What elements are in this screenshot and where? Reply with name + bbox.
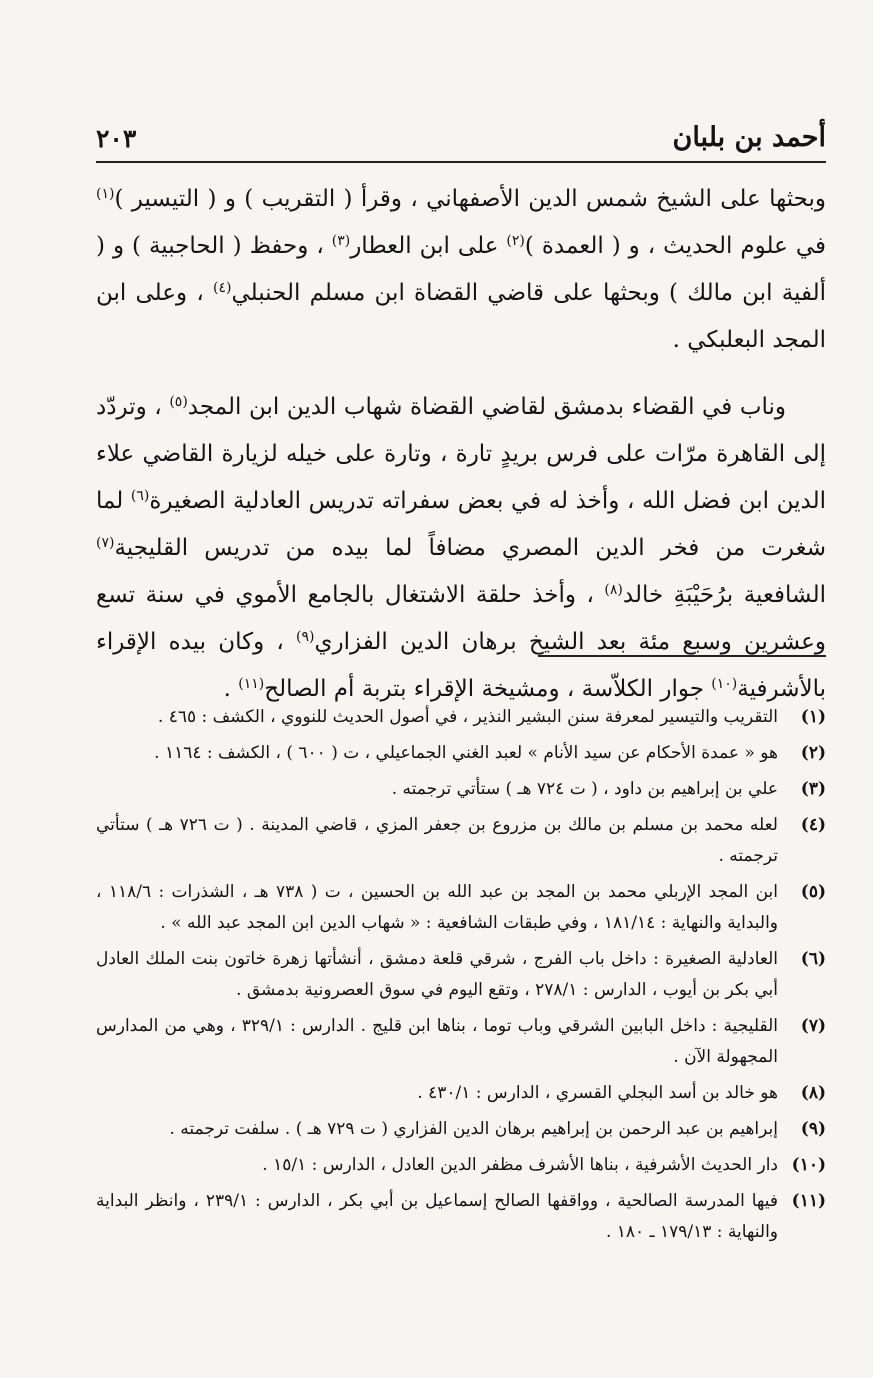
text-segment: الشافعية برُحَيْبَةِ خالد	[622, 582, 826, 608]
footnote-item	[96, 702, 826, 733]
footnote-text: لعله محمد بن مسلم بن مالك بن مزروع بن جعفر المزي ، قاضي المدينة . ( ت ٧٢٦ هـ ) ستأتي ترجمته .	[96, 815, 778, 866]
footnote-text: علي بن إبراهيم بن داود ، ( ت ٧٢٤ هـ ) ستأتي ترجمته .	[391, 779, 778, 799]
footnote-number: (١)	[800, 707, 826, 727]
footnote-number: (٦)	[800, 949, 826, 969]
footnote-number: (٧)	[800, 1016, 826, 1036]
footnote-marker: (٧)	[96, 535, 115, 551]
footnote-item	[96, 944, 826, 1006]
text-segment: ، وتردّد إلى القاهرة مرّات على فرس بريدٍ تارة ، وتارة على خيله لزيارة القاضي علاء الدين ابن فضل الله ، وأخذ له في بعض سفراته تدريس العادلية الصغيرة	[96, 394, 827, 514]
footnote-marker: (٦)	[130, 488, 150, 504]
page-number: ٢٠٣	[96, 124, 137, 153]
footnote-number: (١١)	[791, 1191, 826, 1211]
footnote-marker: (٢)	[506, 233, 525, 249]
footnote-item	[96, 774, 826, 805]
footnote-item	[96, 877, 826, 939]
footnote-separator	[538, 655, 826, 657]
text-segment: على ابن العطار	[350, 233, 507, 259]
footnote-marker: (١٠)	[711, 676, 738, 692]
footnote-item	[96, 810, 826, 872]
footnote-text: دار الحديث الأشرفية ، بناها الأشرف مظفر الدين العادل ، الدارس : ١٥/١ .	[262, 1155, 778, 1175]
footnotes	[96, 702, 826, 1253]
footnote-text: العادلية الصغيرة : داخل باب الفرج ، شرقي قلعة دمشق ، أنشأتها زهرة خاتون بنت الملك العادل أبي بكر بن أيوب ، الدارس : ٢٧٨/١ ، وتقع اليوم في سوق العصرونية بدمشق .	[96, 949, 778, 1000]
running-title: أحمد بن بلبان	[672, 122, 826, 153]
footnote-number: (٤)	[800, 815, 826, 835]
footnote-text: ابن المجد الإربلي محمد بن المجد بن عبد الله بن الحسين ، ت ( ٧٣٨ هـ ، الشذرات : ١١٨/٦ ، والبداية والنهاية : ١٨١/١٤ ، وفي طبقات الشافعية : « شهاب الدين ابن المجد عبد الله » .	[96, 882, 779, 933]
main-text	[96, 176, 826, 733]
footnote-item	[96, 1078, 826, 1109]
text-segment: .	[223, 676, 239, 702]
footnote-text: إبراهيم بن عبد الرحمن بن إبراهيم برهان الدين الفزاري ( ت ٧٢٩ هـ ) . سلفت ترجمته .	[169, 1119, 778, 1139]
footnote-marker: (٣)	[331, 233, 351, 249]
footnote-marker: (٨)	[604, 582, 623, 598]
footnote-item	[96, 1150, 826, 1181]
footnote-text: التقريب والتيسير لمعرفة سنن البشير النذير ، في أصول الحديث للنووي ، الكشف : ٤٦٥ .	[157, 707, 778, 727]
footnote-number: (٥)	[800, 882, 826, 902]
footnote-number: (٨)	[800, 1083, 826, 1103]
text-segment: جوار الكلاّسة ، ومشيخة الإقراء بتربة أم الصالح	[264, 676, 712, 702]
footnote-marker: (١)	[96, 186, 115, 202]
text-segment: لما شغرت من فخر الدين المصري مضافاً لما بيده من تدريس القليجية	[96, 488, 826, 561]
text-segment: ، وكان بيده الإقراء بالأشرفية	[96, 629, 826, 702]
text-segment: وناب في القضاء بدمشق لقاضي القضاة شهاب الدين ابن المجد	[187, 394, 786, 420]
footnote-number: (٢)	[800, 743, 826, 763]
text-segment: وبحثها على الشيخ شمس الدين الأصفهاني ، وقرأ ( التقريب ) و ( التيسير )	[114, 186, 826, 212]
footnote-item	[96, 1186, 826, 1248]
footnote-text: القليجية : داخل البابين الشرقي وباب توما ، بناها ابن قليج . الدارس : ٣٢٩/١ ، وهي من المدارس المجهولة الآن .	[96, 1016, 778, 1067]
footnote-marker: (٩)	[296, 629, 315, 645]
footnote-number: (٣)	[800, 779, 826, 799]
footnote-text: هو خالد بن أسد البجلي القسري ، الدارس : ٤٣٠/١ .	[417, 1083, 778, 1103]
body-paragraph	[96, 176, 826, 364]
page-header	[96, 118, 826, 162]
footnote-number: (٩)	[800, 1119, 826, 1139]
footnote-marker: (٥)	[169, 394, 188, 410]
text-segment: ، وعلى ابن المجد البعلبكي .	[96, 280, 826, 353]
footnote-item	[96, 738, 826, 769]
header-rule	[96, 161, 826, 163]
footnote-text: هو « عمدة الأحكام عن سيد الأنام » لعبد الغني الجماعيلي ، ت ( ٦٠٠ ) ، الكشف : ١١٦٤ .	[154, 743, 778, 763]
footnote-marker: (٤)	[212, 280, 232, 296]
text-segment: ، وحفظ ( الحاجبية ) و ( ألفية ابن مالك ) وبحثها على قاضي القضاة ابن مسلم الحنبلي	[96, 233, 826, 306]
footnote-text: فيها المدرسة الصالحية ، وواقفها الصالح إسماعيل بن أبي بكر ، الدارس : ٢٣٩/١ ، وانظر البداية والنهاية : ١٧٩/١٣ ـ ١٨٠ .	[96, 1191, 778, 1242]
footnote-number: (١٠)	[791, 1155, 826, 1175]
body-paragraph	[96, 384, 826, 713]
footnote-item	[96, 1114, 826, 1145]
text-segment: ، وأخذ حلقة الاشتغال بالجامع الأموي في سنة تسع وعشرين وسبع مئة بعد الشيخ برهان الدين الفزاري	[96, 582, 826, 655]
footnote-marker: (١١)	[238, 676, 265, 692]
text-segment: في علوم الحديث ، و ( العمدة )	[524, 233, 826, 259]
footnote-item	[96, 1011, 826, 1073]
